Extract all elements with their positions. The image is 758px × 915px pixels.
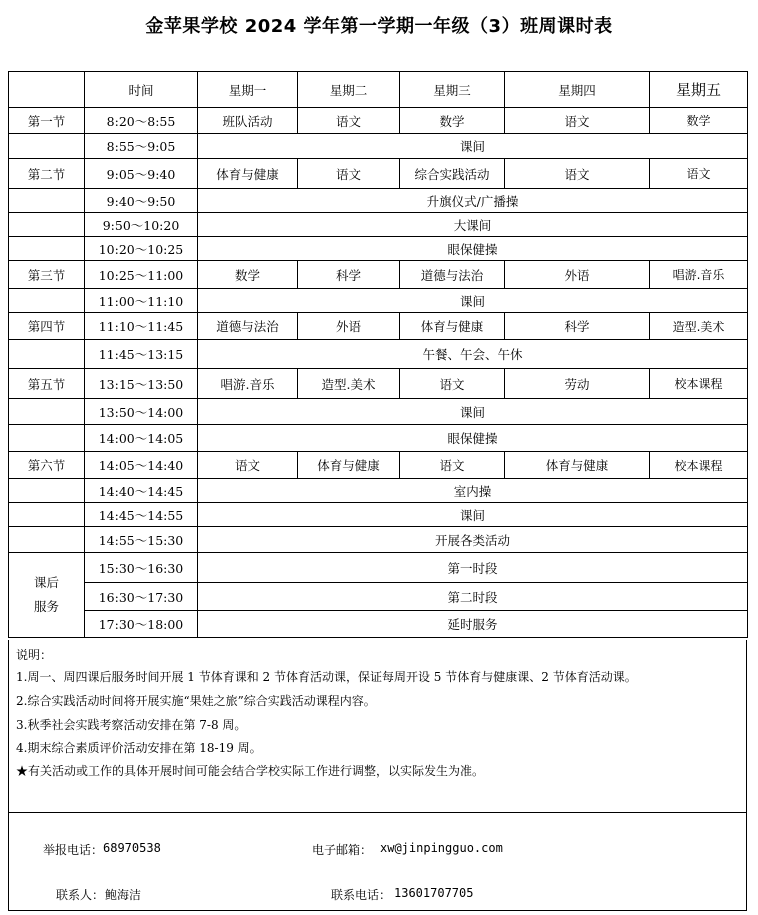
period-label: 第一节 bbox=[9, 108, 85, 134]
blank-cell bbox=[9, 527, 85, 553]
period-label: 第五节 bbox=[9, 369, 85, 399]
break-time: 13:50～14:00 bbox=[85, 399, 198, 425]
notes-section bbox=[8, 640, 747, 813]
header-tuesday: 星期二 bbox=[298, 72, 400, 108]
period-time: 14:05～14:40 bbox=[85, 452, 198, 479]
after-school-time: 17:30～18:00 bbox=[85, 611, 198, 638]
after-school-label-line2: 服务 bbox=[33, 599, 59, 614]
footer-contact bbox=[8, 812, 747, 911]
note-item: 2.综合实践活动时间将开展实施“果娃之旅”综合实践活动课程内容。 bbox=[16, 694, 376, 708]
subject-cell: 语文 bbox=[505, 159, 650, 189]
blank-cell bbox=[9, 479, 85, 503]
blank-cell bbox=[9, 189, 85, 213]
break-row bbox=[9, 399, 748, 425]
blank-cell bbox=[9, 213, 85, 237]
header-row bbox=[9, 72, 748, 108]
break-activity: 眼保健操 bbox=[198, 425, 748, 452]
contact-name: 鲍海洁 bbox=[105, 888, 142, 902]
subject-cell: 数学 bbox=[198, 261, 298, 289]
break-time: 11:45～13:15 bbox=[85, 340, 198, 369]
subject-cell: 语文 bbox=[650, 159, 748, 189]
period-label: 第六节 bbox=[9, 452, 85, 479]
subject-cell: 综合实践活动 bbox=[400, 159, 505, 189]
break-row bbox=[9, 425, 748, 452]
break-time: 14:00～14:05 bbox=[85, 425, 198, 452]
timetable bbox=[8, 71, 748, 638]
after-school-label-line1: 课后 bbox=[33, 575, 59, 590]
after-school-row bbox=[9, 611, 748, 638]
subject-cell: 校本课程 bbox=[650, 452, 748, 479]
blank-cell bbox=[9, 134, 85, 159]
after-school-label bbox=[9, 553, 85, 638]
subject-cell: 外语 bbox=[505, 261, 650, 289]
blank-cell bbox=[9, 425, 85, 452]
period-row-2 bbox=[9, 159, 748, 189]
break-activity: 课间 bbox=[198, 503, 748, 527]
contact-phone-label: 联系电话： bbox=[331, 888, 392, 902]
break-time: 9:50～10:20 bbox=[85, 213, 198, 237]
subject-cell: 科学 bbox=[505, 313, 650, 340]
period-time: 9:05～9:40 bbox=[85, 159, 198, 189]
page-title: 金苹果学校 2024 学年第一学期一年级（3）班周课时表 bbox=[145, 16, 613, 37]
email-address[interactable]: xw@jinpingguo.com bbox=[380, 841, 503, 855]
break-activity: 室内操 bbox=[198, 479, 748, 503]
subject-cell: 语文 bbox=[198, 452, 298, 479]
break-activity: 课间 bbox=[198, 399, 748, 425]
subject-cell: 班队活动 bbox=[198, 108, 298, 134]
subject-cell: 体育与健康 bbox=[505, 452, 650, 479]
period-time: 13:15～13:50 bbox=[85, 369, 198, 399]
subject-cell: 劳动 bbox=[505, 369, 650, 399]
break-activity: 开展各类活动 bbox=[198, 527, 748, 553]
header-blank bbox=[9, 72, 85, 108]
period-label: 第三节 bbox=[9, 261, 85, 289]
period-time: 8:20～8:55 bbox=[85, 108, 198, 134]
blank-cell bbox=[9, 237, 85, 261]
period-label: 第二节 bbox=[9, 159, 85, 189]
break-time: 14:45～14:55 bbox=[85, 503, 198, 527]
break-activity: 午餐、午会、午休 bbox=[198, 340, 748, 369]
period-row-6 bbox=[9, 452, 748, 479]
subject-cell: 唱游.音乐 bbox=[198, 369, 298, 399]
report-phone-label: 举报电话： bbox=[43, 843, 104, 857]
note-item: 4.期末综合素质评价活动安排在第 18-19 周。 bbox=[16, 741, 262, 755]
note-item: 3.秋季社会实践考察活动安排在第 7-8 周。 bbox=[16, 718, 247, 732]
blank-cell bbox=[9, 503, 85, 527]
subject-cell: 语文 bbox=[400, 452, 505, 479]
contact-phone: 13601707705 bbox=[394, 886, 474, 900]
break-activity: 升旗仪式/广播操 bbox=[198, 189, 748, 213]
break-row bbox=[9, 237, 748, 261]
header-wednesday: 星期三 bbox=[400, 72, 505, 108]
break-time: 14:40～14:45 bbox=[85, 479, 198, 503]
after-school-activity: 延时服务 bbox=[198, 611, 748, 638]
subject-cell: 校本课程 bbox=[650, 369, 748, 399]
note-item: ★有关活动或工作的具体开展时间可能会结合学校实际工作进行调整，以实际发生为准。 bbox=[16, 764, 485, 778]
break-time: 9:40～9:50 bbox=[85, 189, 198, 213]
subject-cell: 唱游.音乐 bbox=[650, 261, 748, 289]
subject-cell: 数学 bbox=[400, 108, 505, 134]
period-time: 10:25～11:00 bbox=[85, 261, 198, 289]
break-activity: 课间 bbox=[198, 289, 748, 313]
email-label: 电子邮箱： bbox=[312, 843, 373, 857]
break-activity: 眼保健操 bbox=[198, 237, 748, 261]
header-time: 时间 bbox=[85, 72, 198, 108]
header-monday: 星期一 bbox=[198, 72, 298, 108]
break-time: 14:55～15:30 bbox=[85, 527, 198, 553]
blank-cell bbox=[9, 289, 85, 313]
subject-cell: 体育与健康 bbox=[298, 452, 400, 479]
period-time: 11:10～11:45 bbox=[85, 313, 198, 340]
break-activity: 大课间 bbox=[198, 213, 748, 237]
after-school-activity: 第一时段 bbox=[198, 553, 748, 583]
blank-cell bbox=[9, 399, 85, 425]
subject-cell: 道德与法治 bbox=[400, 261, 505, 289]
contact-label: 联系人： bbox=[56, 888, 105, 902]
break-time: 10:20～10:25 bbox=[85, 237, 198, 261]
header-thursday: 星期四 bbox=[505, 72, 650, 108]
break-time: 11:00～11:10 bbox=[85, 289, 198, 313]
break-row bbox=[9, 189, 748, 213]
report-phone: 68970538 bbox=[103, 841, 161, 855]
header-friday: 星期五 bbox=[650, 72, 748, 108]
break-row bbox=[9, 503, 748, 527]
period-row-5 bbox=[9, 369, 748, 399]
after-school-time: 16:30～17:30 bbox=[85, 583, 198, 611]
break-row bbox=[9, 213, 748, 237]
after-school-row bbox=[9, 583, 748, 611]
subject-cell: 数学 bbox=[650, 108, 748, 134]
subject-cell: 语文 bbox=[298, 159, 400, 189]
period-row-3 bbox=[9, 261, 748, 289]
after-school-row bbox=[9, 553, 748, 583]
notes-heading: 说明： bbox=[16, 648, 53, 662]
subject-cell: 科学 bbox=[298, 261, 400, 289]
note-item: 1.周一、周四课后服务时间开展 1 节体育课和 2 节体育活动课，保证每周开设 5 节体育与健康课、2 节体育活动课。 bbox=[16, 670, 637, 684]
subject-cell: 语文 bbox=[400, 369, 505, 399]
period-row-4 bbox=[9, 313, 748, 340]
after-school-time: 15:30～16:30 bbox=[85, 553, 198, 583]
subject-cell: 外语 bbox=[298, 313, 400, 340]
break-row bbox=[9, 479, 748, 503]
subject-cell: 语文 bbox=[298, 108, 400, 134]
break-row bbox=[9, 134, 748, 159]
subject-cell: 语文 bbox=[505, 108, 650, 134]
subject-cell: 体育与健康 bbox=[400, 313, 505, 340]
subject-cell: 道德与法治 bbox=[198, 313, 298, 340]
after-school-activity: 第二时段 bbox=[198, 583, 748, 611]
break-time: 8:55～9:05 bbox=[85, 134, 198, 159]
subject-cell: 造型.美术 bbox=[298, 369, 400, 399]
subject-cell: 造型.美术 bbox=[650, 313, 748, 340]
break-activity: 课间 bbox=[198, 134, 748, 159]
break-row bbox=[9, 340, 748, 369]
break-row bbox=[9, 289, 748, 313]
period-label: 第四节 bbox=[9, 313, 85, 340]
period-row-1 bbox=[9, 108, 748, 134]
break-row bbox=[9, 527, 748, 553]
blank-cell bbox=[9, 340, 85, 369]
subject-cell: 体育与健康 bbox=[198, 159, 298, 189]
